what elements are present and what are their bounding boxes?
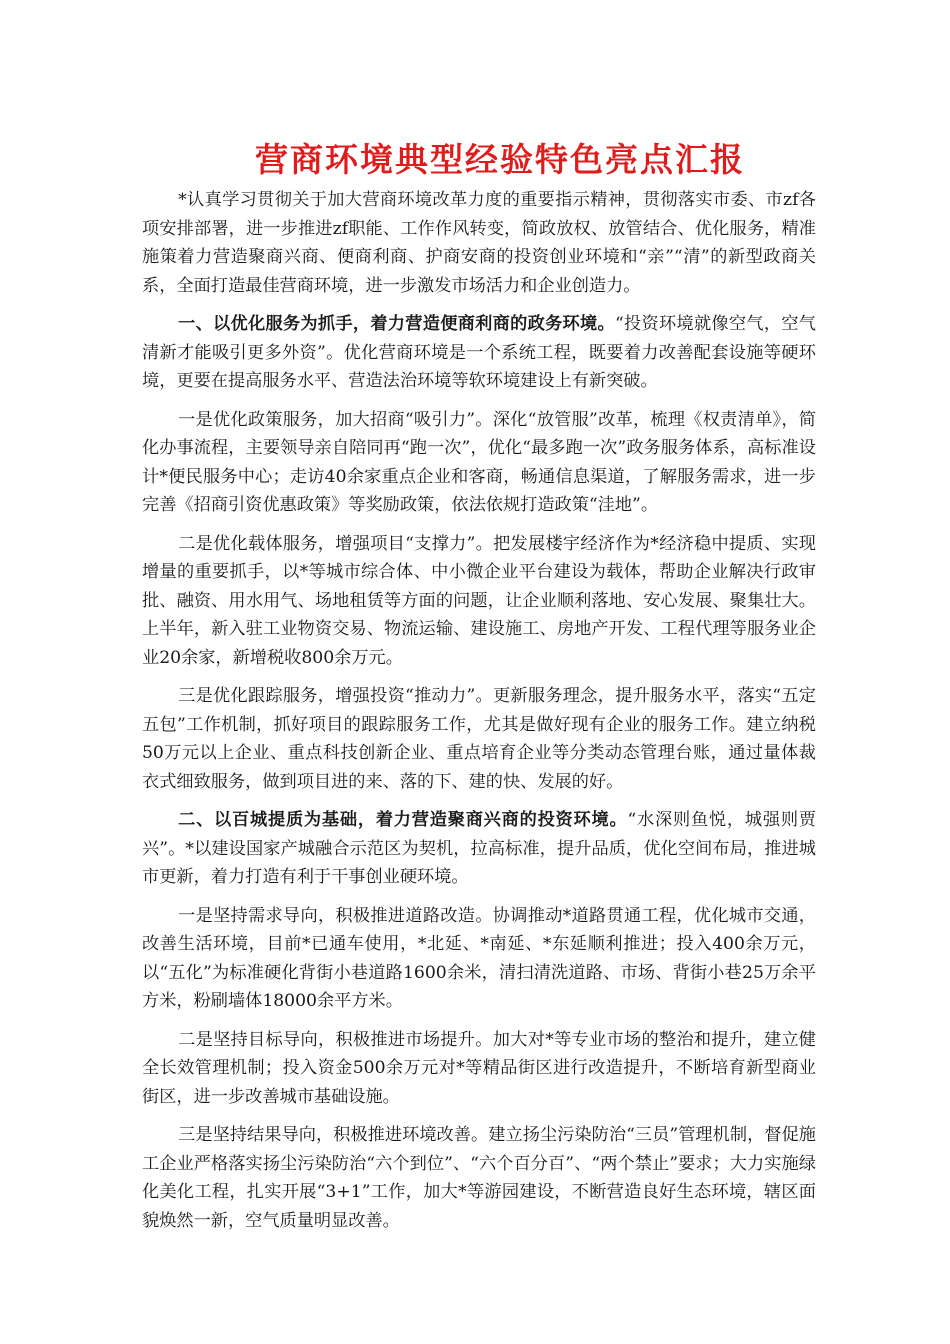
document-title: 营商环境典型经验特色亮点汇报 (255, 140, 745, 179)
paragraph-1-3 (142, 682, 816, 796)
paragraph-2-1 (142, 902, 816, 1016)
paragraph-text: “投资环境就像空气，空气清新才能吸引更多外资”。优化营商环境是一个系统工程，既要着力改善配套设施等硬环境，更要在提高服务水平、营造法治环境等软环境建设上有新突破。 (142, 314, 816, 391)
document-body (142, 186, 816, 1245)
paragraph-text: 三是坚持结果导向，积极推进环境改善。建立扬尘污染防治“三员”管理机制，督促施工企业严格落实扬尘污染防治“六个到位”、“六个百分百”、“两个禁止”要求；大力实施绿化美化工程，扎实开展“3+1”工作，加大*等游园建设，不断营造良好生态环境，辖区面貌焕然一新，空气质量明显改善。 (142, 1125, 816, 1231)
paragraph-text: 二是坚持目标导向，积极推进市场提升。加大对*等专业市场的整治和提升，建立健全长效管理机制；投入资金500余万元对*等精品街区进行改造提升，不断培育新型商业街区，进一步改善城市基础设施。 (142, 1029, 816, 1107)
paragraph-text: 三是优化跟踪服务，增强投资“推动力”。更新服务理念，提升服务水平，落实“五定五包”工作机制，抓好项目的跟踪服务工作，尤其是做好现有企业的服务工作。建立纳税50万元以上企业、重点科技创新企业、重点培育企业等分类动态管理台账，通过量体裁衣式细致服务，做到项目进的来、落的下、建的快、发展的好。 (142, 686, 816, 792)
paragraph-text: “水深则鱼悦，城强则贾兴”。*以建设国家产城融合示范区为契机，拉高标准，提升品质，优化空间布局，推进城市更新，着力打造有利于干事创业硬环境。 (142, 810, 816, 887)
paragraph-text: 一是优化政策服务，加大招商“吸引力”。深化“放管服”改革，梳理《权责清单》，简化办事流程，主要领导亲自陪同再“跑一次”，优化“最多跑一次”政务服务体系，高标准设计*便民服务中心；走访40余家重点企业和客商，畅通信息渠道，了解服务需求，进一步完善《招商引资优惠政策》等奖励政策，依法依规打造政策“洼地”。 (142, 409, 816, 515)
section-heading: 一、以优化服务为抓手，着力营造便商利商的政务环境。 (178, 314, 615, 334)
paragraph-section-1 (142, 310, 816, 396)
paragraph-intro (142, 186, 816, 300)
paragraph-1-2 (142, 530, 816, 673)
paragraph-section-2 (142, 806, 816, 892)
paragraph-text: 一是坚持需求导向，积极推进道路改造。协调推动*道路贯通工程，优化城市交通，改善生活环境，目前*已通车使用，*北延、*南延、*东延顺利推进；投入400余万元，以“五化”为标准硬化背街小巷道路1600余米，清扫清洗道路、市场、背街小巷25万余平方米，粉刷墙体18000余平方米。 (142, 905, 816, 1011)
paragraph-2-3 (142, 1121, 816, 1235)
paragraph-text: 二是优化载体服务，增强项目“支撑力”。把发展楼宇经济作为*经济稳中提质、实现增量的重要抓手，以*等城市综合体、中小微企业平台建设为载体，帮助企业解决行政审批、融资、用水用气、场地租赁等方面的问题，让企业顺利落地、安心发展、聚集壮大。上半年，新入驻工业物资交易、物流运输、建设施工、房地产开发、工程代理等服务业企业20余家，新增税收800余万元。 (142, 533, 816, 668)
paragraph-1-1 (142, 406, 816, 520)
section-heading: 二、以百城提质为基础，着力营造聚商兴商的投资环境。 (178, 810, 628, 830)
paragraph-text: *认真学习贯彻关于加大营商环境改革力度的重要指示精神，贯彻落实市委、市zf各项安排部署，进一步推进zf职能、工作作风转变，简政放权、放管结合、优化服务，精准施策着力营造聚商兴商、便商利商、护商安商的投资创业环境和“亲”“清”的新型政商关系，全面打造最佳营商环境，进一步激发市场活力和企业创造力。 (142, 190, 816, 296)
paragraph-2-2 (142, 1026, 816, 1112)
